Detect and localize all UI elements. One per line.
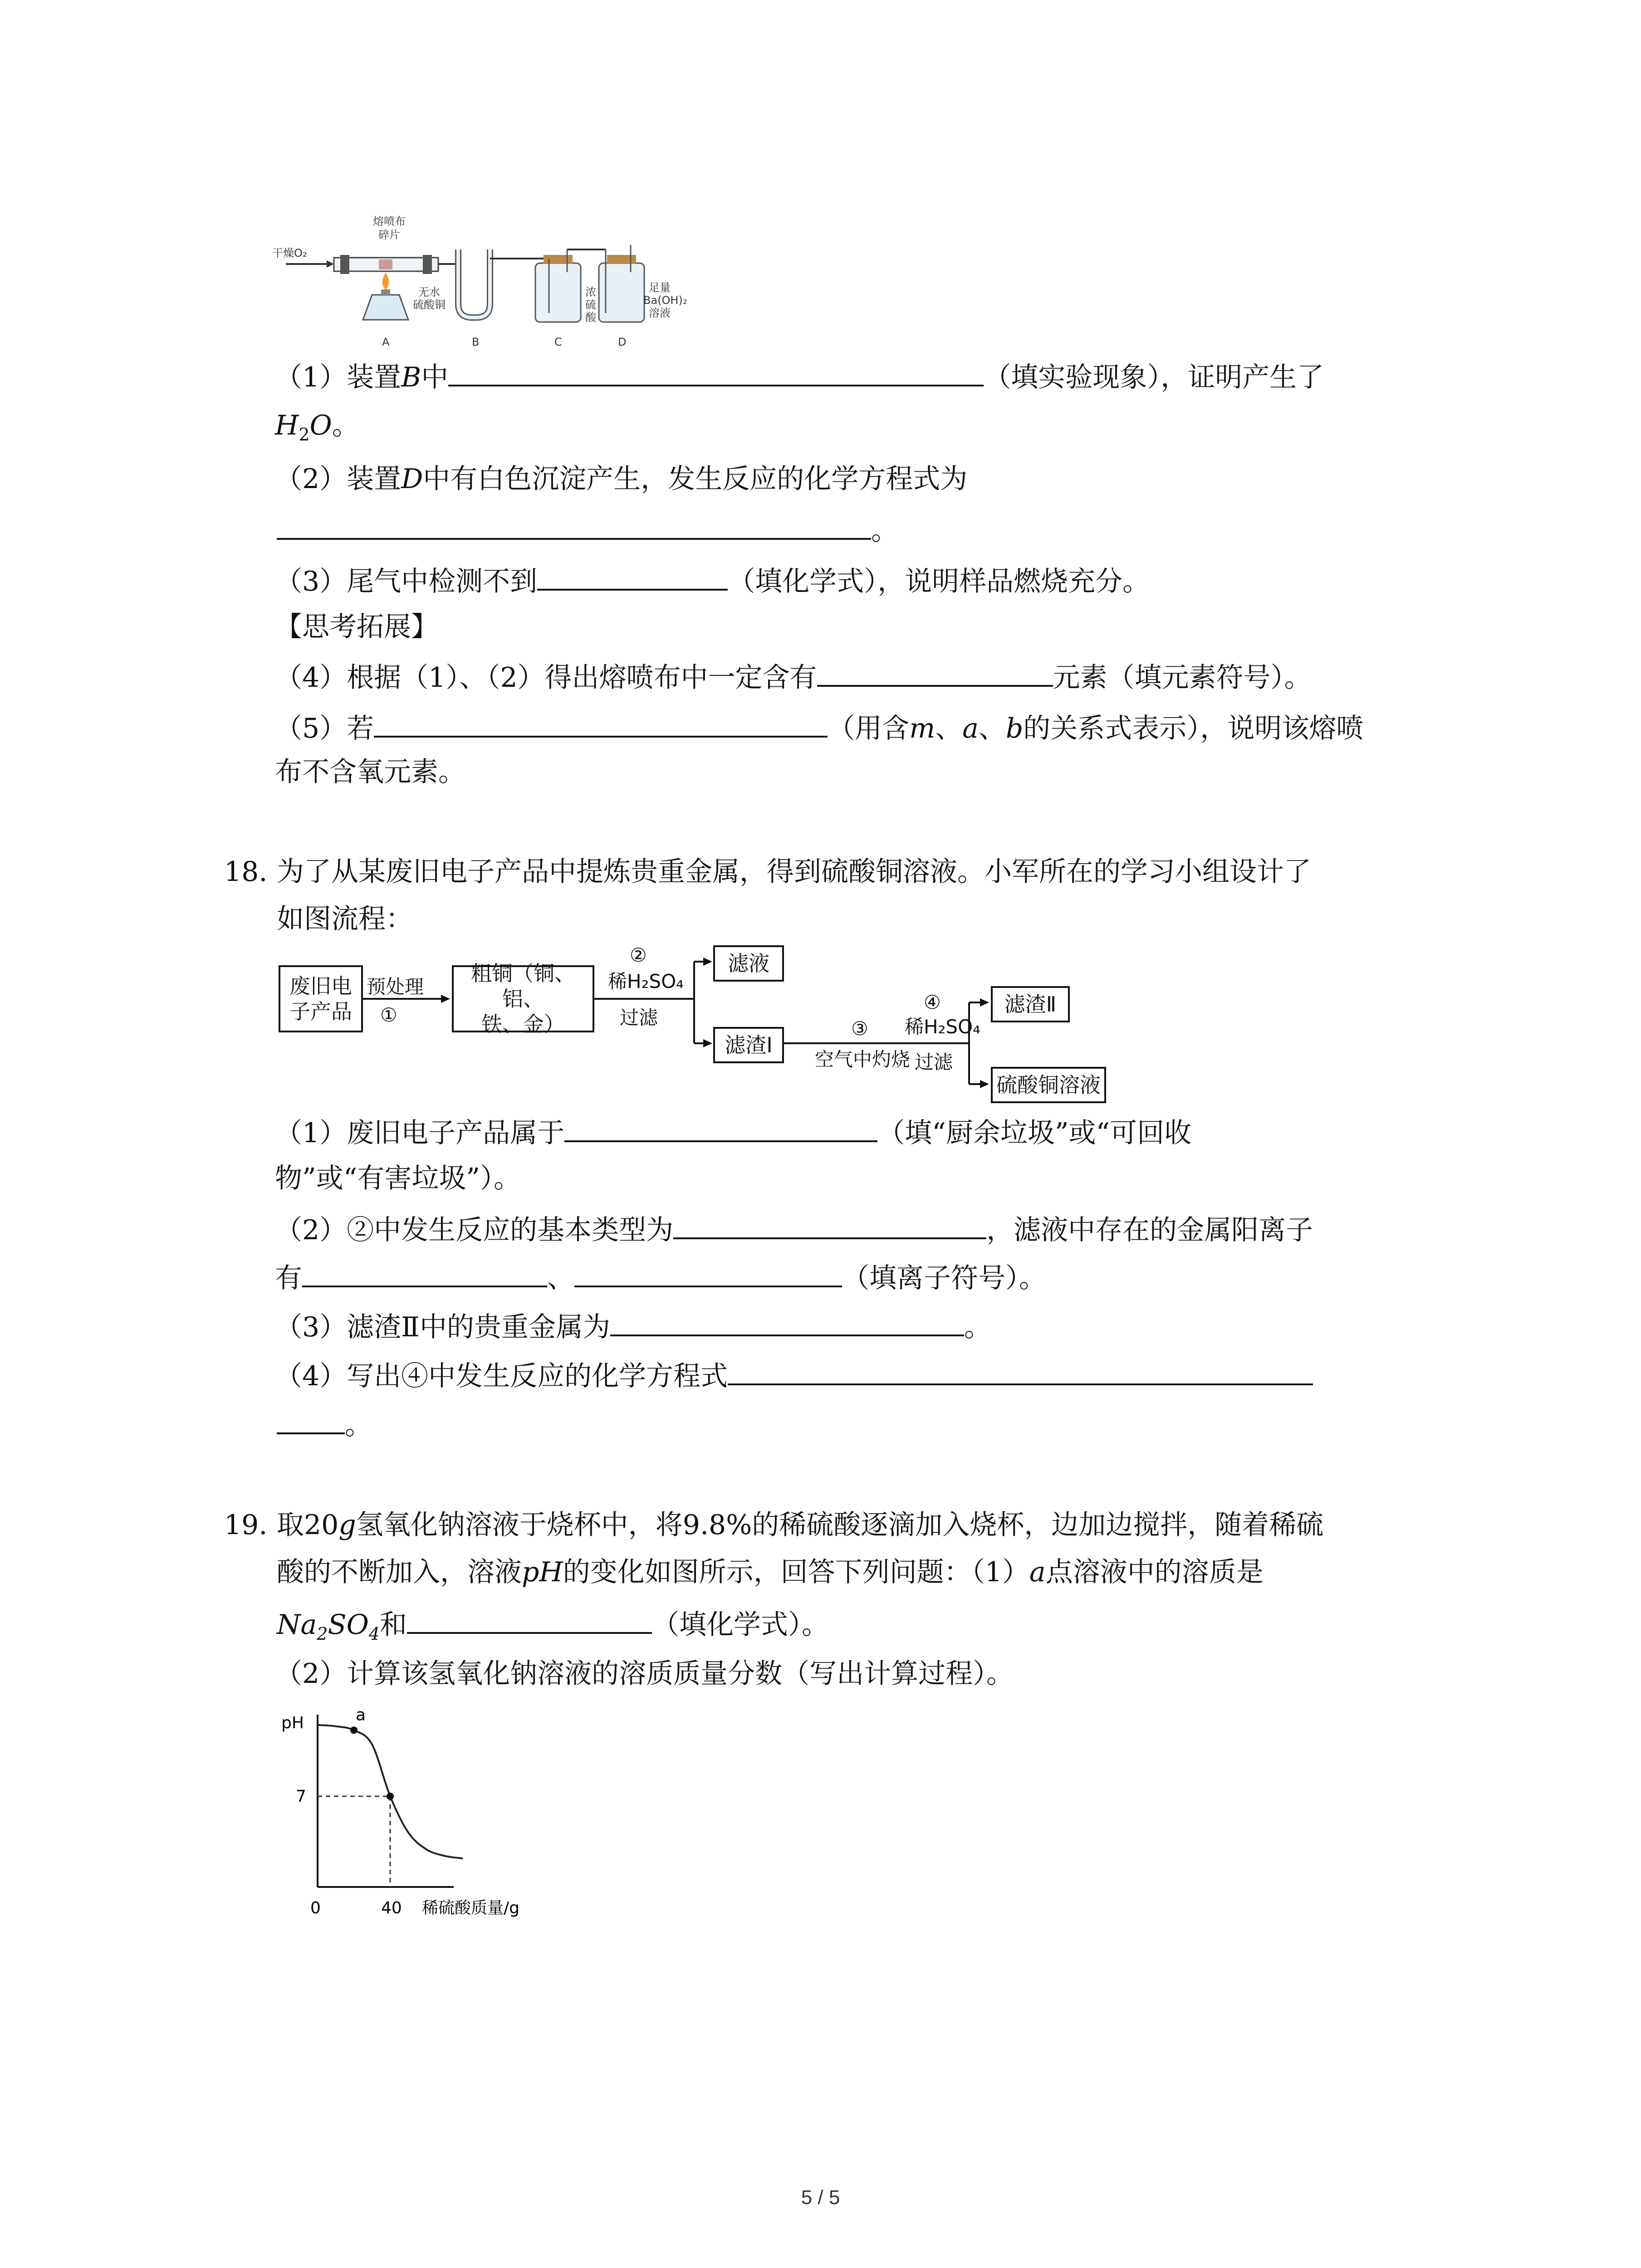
q18-p2 [275,1209,1313,1249]
label-step1-top: 预处理 [367,976,424,998]
q19-line1-a: 取 [277,1509,304,1541]
arrowhead-filtrate [703,958,712,966]
label-step1-num: ① [380,1004,397,1026]
q18-p4-pre: （4）写出④中发生反应的化学方程式 [275,1360,728,1392]
q17-p2-post: 中有白色沉淀产生，发生反应的化学方程式为 [423,463,968,495]
q18-flowchart [272,943,1161,1116]
x-axis-label: 稀硫酸质量/g [422,1899,519,1917]
q18-p1-answer-blank[interactable] [564,1112,877,1142]
q17-p4-pre: （4）根据（1）、（2）得出熔喷布中一定含有 [275,662,817,694]
q18-p1-pre: （1）废旧电子产品属于 [275,1117,565,1149]
q19-line1 [277,1506,1323,1544]
q17-p5-mid2: 的关系式表示），说明该熔喷 [1023,713,1364,744]
point-a [350,1726,358,1734]
q17-p1-end: 。 [332,410,359,441]
alcohol-lamp [363,295,408,320]
q18-p4 [275,1355,1313,1395]
x-tick-40: 40 [381,1899,402,1917]
y-axis-label: pH [281,1714,304,1732]
q17-p3-answer-blank[interactable] [537,561,728,591]
box-residue-1: 滤渣Ⅰ [713,1027,784,1063]
q18-p2-ion2-blank[interactable] [574,1257,842,1287]
q18-p2-ion1-blank[interactable] [302,1257,547,1287]
q17-p3 [275,561,1150,601]
q19-p1-answer-blank[interactable] [407,1604,652,1634]
arrowhead-residue2 [980,998,989,1007]
q19-mass-unit: g [338,1509,356,1541]
box-filtrate: 滤液 [713,945,784,982]
q18-p2-line2-pre: 有 [275,1262,302,1294]
lamp-wick [381,289,390,296]
origin-label: 0 [310,1899,321,1917]
apparatus-svg [272,200,699,354]
q17-p5-m: m [909,713,936,744]
box-crude-line2: 铁、金） [481,1012,565,1036]
box-residue-2: 滤渣Ⅱ [991,986,1070,1022]
label-c: C [554,336,562,348]
q19-line3 [277,1604,829,1653]
na2so4-na: Na [277,1609,317,1641]
box-waste [279,965,363,1032]
q17-p5 [275,708,1363,748]
meltblown-sample [379,259,392,269]
q17-p5-pre: （5）若 [275,713,374,744]
label-step2-reagent: 稀H₂SO₄ [608,970,684,992]
label-a: A [382,336,390,348]
na2so4-sub2: 2 [317,1624,328,1644]
na2so4-sub4: 4 [368,1624,380,1644]
label-baoh-2: Ba(OH)₂ [643,294,687,307]
q17-p5-line2: 布不含氧元素。 [275,756,465,788]
q17-p5-answer-blank[interactable] [374,708,828,738]
q17-p1 [275,357,1324,396]
q17-p1-pre: （1）装置 [275,362,402,393]
tube-stopper-right [423,255,432,274]
q18-p3-answer-blank[interactable] [610,1306,964,1336]
q17-p1-line2 [275,406,359,454]
q17-p5-mid1: （用含 [828,713,910,744]
q18-p1 [275,1112,1191,1152]
q18-p2-line2-post: （填离子符号）。 [842,1262,1046,1294]
h2o-sub: 2 [299,425,310,445]
arrowhead-cuso4 [980,1080,989,1088]
ph-chart-svg [272,1706,590,1923]
box-waste-line1: 废旧电 [289,974,352,998]
point-neutral [387,1793,394,1800]
q19-line3-post: （填化学式）。 [652,1609,829,1641]
label-baoh-3: 溶液 [649,307,671,319]
q18-p2-line2-sep: 、 [547,1262,574,1294]
label-baoh-1: 足量 [649,281,671,294]
h2o-h: H [275,410,299,441]
label-b: B [472,336,480,348]
label-step4-num: ④ [924,991,941,1013]
q18-p4-line2 [277,1404,372,1444]
q19-line2 [277,1553,1264,1591]
na2so4-so: SO [328,1609,369,1641]
q19-line1-b: 氢氧化钠溶液于烧杯中，将9.8%的稀硫酸逐滴加入烧杯，边加边搅拌，随着稀硫 [356,1509,1324,1541]
q17-p1-post: （填实验现象），证明产生了 [984,362,1324,393]
box-crude-copper [452,961,594,1036]
q18-line2: 如图流程： [277,903,413,935]
label-cuso4-2: 硫酸铜 [413,298,446,311]
q18-p1-line2: 物”或“有害垃圾”）。 [275,1163,521,1194]
bottle-d-stopper [607,255,636,264]
q17-p5-sep2: 、 [978,713,1006,744]
label-step2-op: 过滤 [620,1007,658,1029]
q17-p4-answer-blank[interactable] [817,657,1053,687]
label-h2so4-2: 硫 [585,298,596,311]
bottle-c-stopper [544,255,573,264]
tube-stopper-left [340,255,349,274]
label-step3-op: 空气中灼烧 [815,1048,911,1070]
q17-p5-a: a [962,713,979,744]
u-tube [458,249,490,318]
q17-p1-answer-blank[interactable] [448,357,984,386]
q18-line1: 为了从某废旧电子产品中提炼贵重金属，得到硫酸铜溶液。小军所在的学习小组设计了 [277,856,1311,888]
q19-mass-value: 20 [304,1509,339,1541]
q17-p2-end: 。 [871,515,898,547]
y-tick-7: 7 [296,1787,306,1806]
q19-ph: pH [522,1556,563,1588]
q19-line2-c: 点溶液中的溶质是 [1045,1556,1264,1588]
q17-section-title: 【思考拓展】 [275,611,438,643]
q18-p4-answer-blank[interactable] [728,1355,1313,1385]
arrowhead-step1 [441,995,450,1003]
q17-p2-line2 [277,510,898,550]
label-meltblown-1: 熔喷布 [373,215,406,228]
q18-p3-pre: （3）滤渣Ⅱ中的贵重金属为 [275,1311,610,1343]
q17-p2-answer-blank[interactable] [277,510,871,540]
q17-p5-sep1: 、 [935,713,963,744]
q18-p3 [275,1306,991,1346]
q19-line2-a: 酸的不断加入，溶液 [277,1556,522,1588]
q17-p2-pre: （2）装置 [275,463,402,495]
q17-p1-mid: 中 [421,362,449,393]
q19-number: 19. [224,1509,268,1541]
u-tube-inner [458,249,490,318]
label-gas-in: 干燥O₂ [272,247,307,259]
q17-p5-b: b [1005,713,1024,744]
flame-icon [382,272,389,290]
q18-p2-pre: （2）②中发生反应的基本类型为 [275,1214,674,1246]
label-step4-op: 过滤 [915,1051,953,1073]
bottle-c [535,263,581,322]
q18-p2-type-blank[interactable] [673,1209,986,1239]
q17-p4 [275,657,1312,697]
q17-p2 [275,460,967,498]
page-number: 5 / 5 [801,2186,840,2209]
q17-p4-post: 元素（填元素符号）。 [1053,662,1312,694]
apparatus-diagram [272,200,699,354]
q17-p1-var: B [401,362,421,393]
q18-p2-line2 [275,1257,1046,1297]
label-h2so4-3: 酸 [585,311,596,324]
q19-p2: （2）计算该氢氧化钠溶液的溶质质量分数（写出计算过程）。 [275,1658,1014,1690]
ph-chart [272,1706,590,1923]
q18-p4-end: 。 [345,1409,372,1441]
arrowhead-residue1 [703,1039,712,1047]
q18-p4-answer-blank-cont[interactable] [277,1404,345,1434]
label-cuso4-1: 无水 [418,286,440,298]
box-crude-line1: 粗铜（铜、铝、 [471,961,575,1011]
q18-p1-post: （填“厨余垃圾”或“可回收 [877,1117,1192,1149]
label-step2-num: ② [630,944,647,966]
q17-p3-post: （填化学式），说明样品燃烧充分。 [728,566,1150,597]
inlet-arrowhead [327,260,334,268]
label-step3-num: ③ [851,1017,868,1040]
label-h2so4-1: 浓 [585,286,596,298]
h2o-o: O [309,410,332,441]
point-a-label: a [356,1706,366,1725]
q18-p3-post: 。 [964,1311,991,1343]
q19-point-a: a [1029,1556,1046,1588]
q19-line3-and: 和 [379,1609,407,1641]
q18-p2-post: ，滤液中存在的金属阳离子 [986,1214,1313,1246]
label-step4-reagent: 稀H₂SO₄ [905,1016,980,1038]
label-d: D [618,336,627,348]
q19-line2-b: 的变化如图所示，回答下列问题：（1） [563,1556,1029,1588]
q17-p3-pre: （3）尾气中检测不到 [275,566,538,597]
box-cuso4-solution: 硫酸铜溶液 [991,1067,1106,1103]
box-waste-line2: 子产品 [289,999,352,1024]
q17-p2-var: D [401,463,423,495]
q18-number: 18. [224,856,268,888]
label-meltblown-2: 碎片 [378,229,400,241]
